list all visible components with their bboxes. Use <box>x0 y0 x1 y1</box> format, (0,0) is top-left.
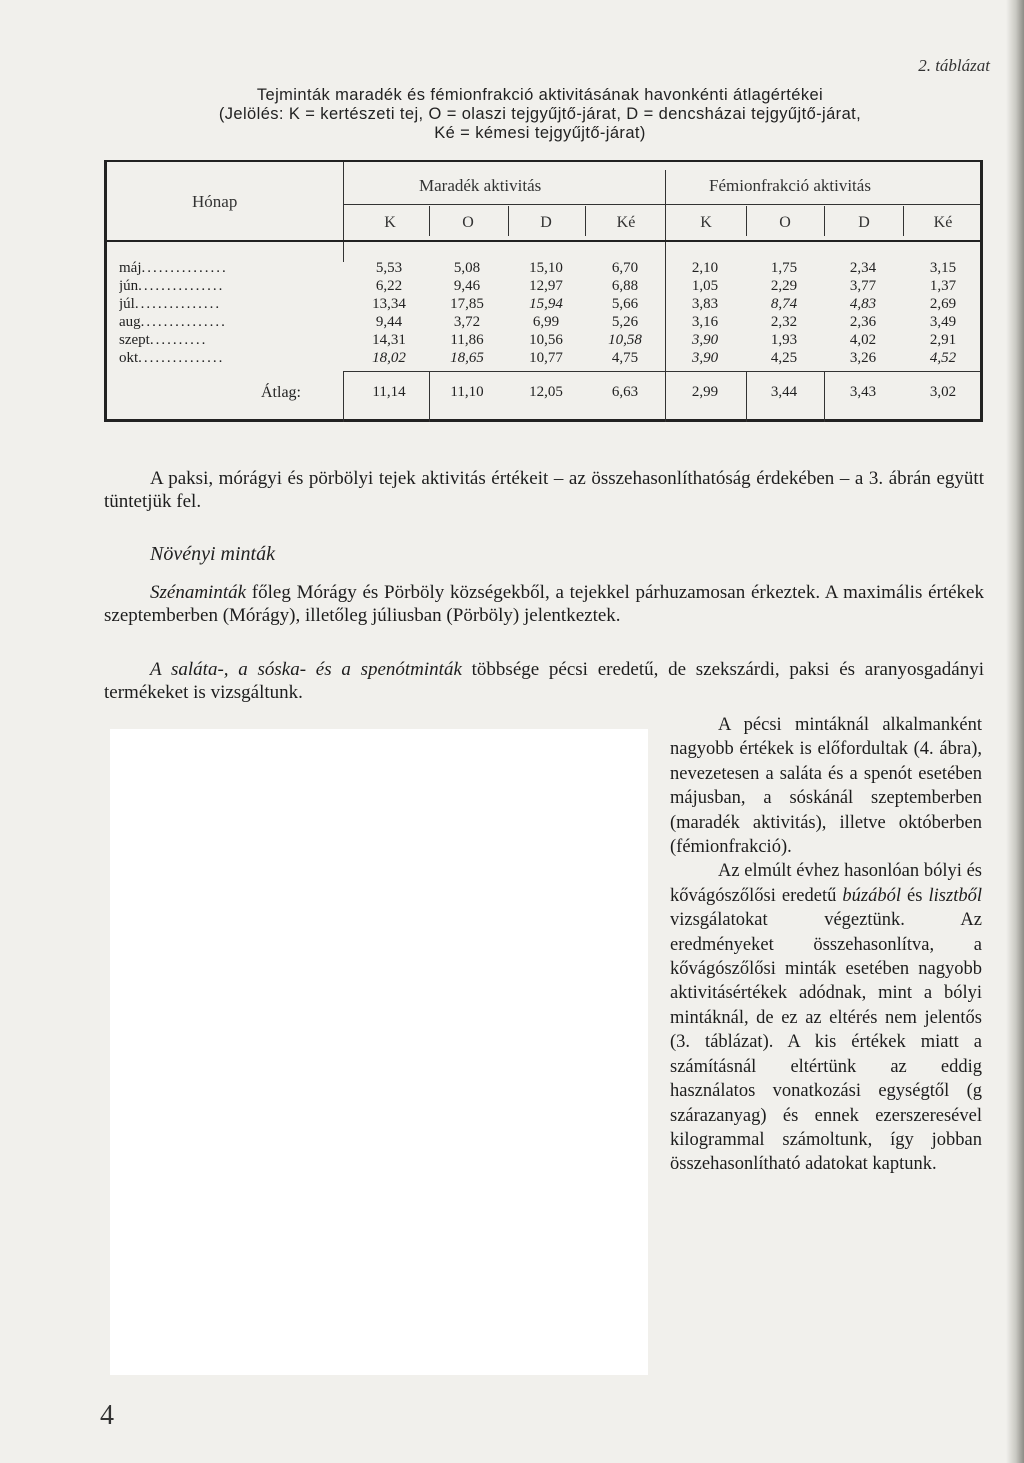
data-table <box>104 160 983 422</box>
cell: 10,56 <box>529 332 563 348</box>
wheat-text-b: és <box>901 885 929 906</box>
side-column-text <box>670 713 982 1177</box>
cell: 1,93 <box>770 332 798 348</box>
subheader-o-2: O <box>779 214 791 231</box>
subheader-ke-2: Ké <box>933 214 953 231</box>
cell: 3,15 <box>929 260 957 276</box>
row-month-label <box>119 278 334 295</box>
average-cell: 3,43 <box>849 384 877 400</box>
subheader-divider <box>824 206 825 236</box>
group-header-residual: Maradék aktivitás <box>419 176 542 195</box>
flour-term: lisztből <box>928 885 982 906</box>
row-month-label <box>119 350 334 367</box>
group-header-rule <box>343 204 980 205</box>
cell: 3,49 <box>929 314 957 330</box>
average-divider <box>824 371 825 422</box>
cell: 4,25 <box>770 350 798 366</box>
row-month-label <box>119 260 334 277</box>
table-number-label: 2. táblázat <box>918 56 990 75</box>
leader-dots: ............... <box>138 350 225 366</box>
row-month-label <box>119 296 334 313</box>
cell: 5,66 <box>611 296 639 312</box>
wheat-text-a: Az elmúlt évhez hasonlóan bólyi és kővágószőlősi eredetű <box>670 861 982 906</box>
average-cell: 12,05 <box>529 384 563 400</box>
subheader-divider <box>508 206 509 236</box>
leader-dots: ............... <box>141 260 228 276</box>
average-cell: 11,10 <box>450 384 484 400</box>
caption-line-3: Ké = kémesi tejgyűjtő-járat) <box>434 124 646 142</box>
cell: 5,08 <box>453 260 481 276</box>
cell: 17,85 <box>450 296 484 312</box>
month-column-header: Hónap <box>192 192 238 211</box>
average-divider <box>429 371 430 422</box>
subheader-d-2: D <box>858 214 870 231</box>
page-number: 4 <box>100 1400 114 1431</box>
month-may: máj <box>119 260 142 276</box>
average-label: Átlag: <box>261 384 301 401</box>
cell: 3,72 <box>453 314 481 330</box>
vegetable-samples-text: többsége pécsi eredetű, de szekszárdi, paksi és aranyosgadányi termékeket is vizsgáltunk. <box>104 659 984 703</box>
wheat-text-c: vizsgálatokat végeztünk. Az eredményeket összehasonlítva, a kővágószőlősi minták esetében nagyobb aktivitásértékek adódnak, mint a bólyi mintáknál, de ez az eltérés nem jelentős (3. táblázat). A kis értékek miatt a számításnál eltértünk az eddig használatos vonatkozási egységtől (g szárazanyag) és ennek ezerszeresével kilogrammal számoltunk, így jobban összehasonlítható adatokat kaptunk. <box>670 910 982 1175</box>
side-paragraph-wheat <box>670 859 982 1176</box>
subheader-k: K <box>384 214 396 231</box>
cell: 9,44 <box>375 314 403 330</box>
average-divider <box>746 371 747 422</box>
subheader-k-2: K <box>700 214 712 231</box>
average-cell: 11,14 <box>372 384 406 400</box>
average-cell: 3,44 <box>770 384 798 400</box>
paragraph-vegetable-samples <box>104 658 984 704</box>
cell: 2,36 <box>849 314 877 330</box>
cell: 1,05 <box>691 278 719 294</box>
cell: 2,34 <box>849 260 877 276</box>
cell: 2,10 <box>691 260 719 276</box>
average-cell: 6,63 <box>611 384 639 400</box>
month-october: okt <box>119 350 139 366</box>
cell: 13,34 <box>372 296 406 312</box>
cell: 6,99 <box>532 314 560 330</box>
row-month-label <box>119 314 334 331</box>
cell: 6,88 <box>611 278 639 294</box>
cell: 4,02 <box>849 332 877 348</box>
average-rule <box>343 371 980 372</box>
leader-dots: ............... <box>138 278 225 294</box>
cell: 18,65 <box>450 350 484 366</box>
average-cell: 3,02 <box>929 384 957 400</box>
cell: 4,83 <box>849 296 877 312</box>
paragraph-hay-samples <box>104 581 984 627</box>
caption-line-2: (Jelölés: K = kertészeti tej, O = olaszi tejgyűjtő-járat, D = dencsházai tejgyűjtő-járat, <box>218 105 862 123</box>
cell: 2,32 <box>770 314 798 330</box>
cell: 9,46 <box>453 278 481 294</box>
subheader-ke: Ké <box>616 214 636 231</box>
cell: 14,31 <box>372 332 406 348</box>
hay-samples-text: főleg Mórágy és Pörböly községekből, a tejekkel párhuzamosan érkeztek. A maximális értékek szeptemberben (Mórágy), illetőleg júliusban (Pörböly) jelentkeztek. <box>104 582 984 626</box>
cell: 5,26 <box>611 314 639 330</box>
cell: 6,70 <box>611 260 639 276</box>
table-caption <box>100 86 980 143</box>
cell: 3,26 <box>849 350 877 366</box>
cell: 6,22 <box>375 278 403 294</box>
cell: 10,77 <box>529 350 563 366</box>
header-bottom-rule <box>107 240 980 242</box>
wheat-term: búzából <box>842 885 901 906</box>
cell: 3,83 <box>691 296 719 312</box>
cell: 3,77 <box>849 278 877 294</box>
subheader-divider <box>585 206 586 236</box>
group-header-metal-ion: Fémionfrakció aktivitás <box>709 176 871 195</box>
month-july: júl <box>119 296 135 312</box>
cell: 11,86 <box>450 332 484 348</box>
hay-samples-term: Szénaminták <box>150 582 247 603</box>
cell: 1,75 <box>770 260 798 276</box>
side-paragraph-pecs: A pécsi mintáknál alkalmanként nagyobb értékek is előfordultak (4. ábra), nevezetesen a saláta és a spenót esetében májusban, a sóskánál szeptemberben (maradék aktivitás), illetve októberben (fémionfrakció). <box>670 715 982 858</box>
leader-dots: .......... <box>149 332 208 348</box>
subheader-divider <box>903 206 904 236</box>
subheader-divider <box>746 206 747 236</box>
cell: 4,52 <box>929 350 957 366</box>
average-cell: 2,99 <box>691 384 719 400</box>
month-september: szept <box>119 332 150 348</box>
cell: 2,29 <box>770 278 798 294</box>
cell: 1,37 <box>929 278 957 294</box>
figure-image-area <box>110 729 648 1375</box>
cell: 18,02 <box>372 350 406 366</box>
average-divider <box>343 371 344 422</box>
cell: 5,53 <box>375 260 403 276</box>
cell: 3,90 <box>691 350 719 366</box>
divider-groups <box>665 170 666 422</box>
subheader-o: O <box>462 214 474 231</box>
cell: 3,90 <box>691 332 719 348</box>
cell: 2,69 <box>929 296 957 312</box>
month-august: aug <box>119 314 141 330</box>
cell: 2,91 <box>929 332 957 348</box>
section-heading-plant-samples: Növényi minták <box>150 543 275 565</box>
leader-dots: ............... <box>140 314 227 330</box>
row-month-label <box>119 332 334 349</box>
cell: 10,58 <box>608 332 642 348</box>
cell: 15,10 <box>529 260 563 276</box>
cell: 3,16 <box>691 314 719 330</box>
cell: 8,74 <box>770 296 798 312</box>
subheader-divider <box>429 206 430 236</box>
leader-dots: ............... <box>134 296 222 312</box>
paragraph-comparison: A paksi, mórágyi és pörbölyi tejek aktivitás értékeit – az összehasonlíthatóság érdekében – a 3. ábrán együtt tüntetjük fel. <box>104 468 984 512</box>
vegetable-samples-term: A saláta-, a sóska- és a spenótminták <box>150 659 462 680</box>
caption-line-1: Tejminták maradék és fémionfrakció aktivitásának havonkénti átlagértékei <box>256 86 824 104</box>
subheader-d: D <box>540 214 552 231</box>
month-june: jún <box>119 278 139 294</box>
page-edge-shadow <box>1006 0 1024 1463</box>
cell: 4,75 <box>611 350 639 366</box>
cell: 15,94 <box>529 296 563 312</box>
divider-month <box>343 162 344 262</box>
cell: 12,97 <box>529 278 563 294</box>
